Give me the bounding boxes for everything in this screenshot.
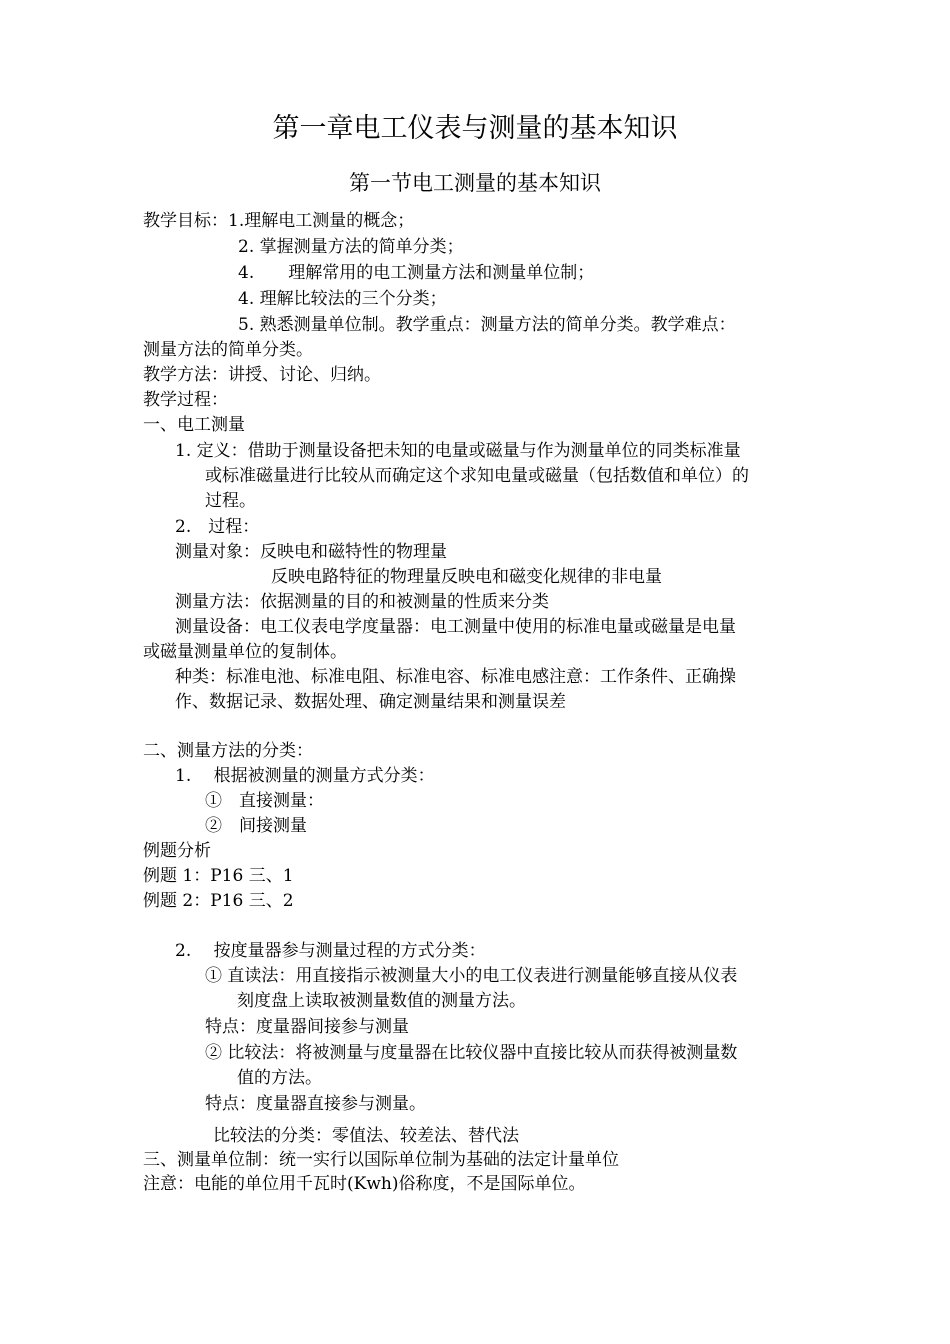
- measurement-method: 测量方法：依据测量的目的和被测量的性质来分类: [175, 592, 549, 612]
- example-1: 例题 1：P16 三、1: [143, 866, 294, 886]
- page-title: 第一章电工仪表与测量的基本知识: [272, 113, 678, 144]
- comparison-types: 比较法的分类：零值法、较差法、替代法: [213, 1126, 519, 1146]
- teaching-process-heading: 教学过程：: [143, 390, 228, 410]
- teaching-methods: 教学方法：讲授、讨论、归纳。: [143, 365, 381, 385]
- types-line-2: 作、数据记录、数据处理、确定测量结果和测量误差: [175, 692, 566, 712]
- direct-reading-method: ① 直读法：用直接指示被测量大小的电工仪表进行测量能够直接从仪表: [205, 966, 738, 986]
- classification-2: 2. 按度量器参与测量过程的方式分类：: [175, 941, 486, 961]
- process-heading: 2. 过程：: [175, 517, 260, 537]
- classification-1: 1. 根据被测量的测量方式分类：: [175, 766, 435, 786]
- objective-item-2: 2. 掌握测量方法的简单分类；: [238, 237, 464, 257]
- types-line-1: 种类：标准电池、标准电阻、标准电容、标准电感注意：工作条件、正确操: [175, 667, 736, 687]
- comparison-feature: 特点：度量器直接参与测量。: [205, 1094, 426, 1114]
- objective-item-3: 4. 理解常用的电工测量方法和测量单位制；: [238, 263, 595, 283]
- objectives-heading: 教学目标：1.理解电工测量的概念；: [143, 211, 415, 231]
- measurement-object-cont: 反映电路特征的物理量反映电和磁变化规律的非电量: [271, 567, 662, 587]
- section-2-heading: 二、测量方法的分类：: [143, 741, 313, 761]
- direct-reading-method-cont: 刻度盘上读取被测量数值的测量方法。: [237, 991, 526, 1011]
- objective-item-5: 5. 熟悉测量单位制。教学重点：测量方法的简单分类。教学难点：: [238, 315, 736, 335]
- direct-reading-feature: 特点：度量器间接参与测量: [205, 1017, 409, 1037]
- definition-line-1: 1. 定义：借助于测量设备把未知的电量或磁量与作为测量单位的同类标准量: [175, 441, 741, 461]
- definition-line-2: 或标准磁量进行比较从而确定这个求知电量或磁量（包括数值和单位）的: [205, 466, 749, 486]
- section-title: 第一节电工测量的基本知识: [349, 171, 601, 195]
- examples-heading: 例题分析: [143, 841, 211, 861]
- comparison-method: ② 比较法：将被测量与度量器在比较仪器中直接比较从而获得被测量数: [205, 1043, 738, 1063]
- comparison-method-cont: 值的方法。: [237, 1068, 322, 1088]
- section-3-heading: 三、测量单位制：统一实行以国际单位制为基础的法定计量单位: [143, 1150, 619, 1170]
- definition-line-3: 过程。: [205, 491, 256, 511]
- direct-measurement: ① 直接测量：: [205, 791, 324, 811]
- example-2: 例题 2：P16 三、2: [143, 891, 294, 911]
- section-1-heading: 一、电工测量: [143, 415, 245, 435]
- note-line: 注意：电能的单位用千瓦时(Kwh)俗称度，不是国际单位。: [143, 1174, 586, 1194]
- difficulty-line: 测量方法的简单分类。: [143, 340, 313, 360]
- indirect-measurement: ② 间接测量: [205, 816, 307, 836]
- measurement-equipment-cont: 或磁量测量单位的复制体。: [143, 642, 347, 662]
- measurement-object: 测量对象：反映电和磁特性的物理量: [175, 542, 447, 562]
- objective-item-4: 4. 理解比较法的三个分类；: [238, 289, 447, 309]
- measurement-equipment: 测量设备：电工仪表电学度量器：电工测量中使用的标准电量或磁量是电量: [175, 617, 736, 637]
